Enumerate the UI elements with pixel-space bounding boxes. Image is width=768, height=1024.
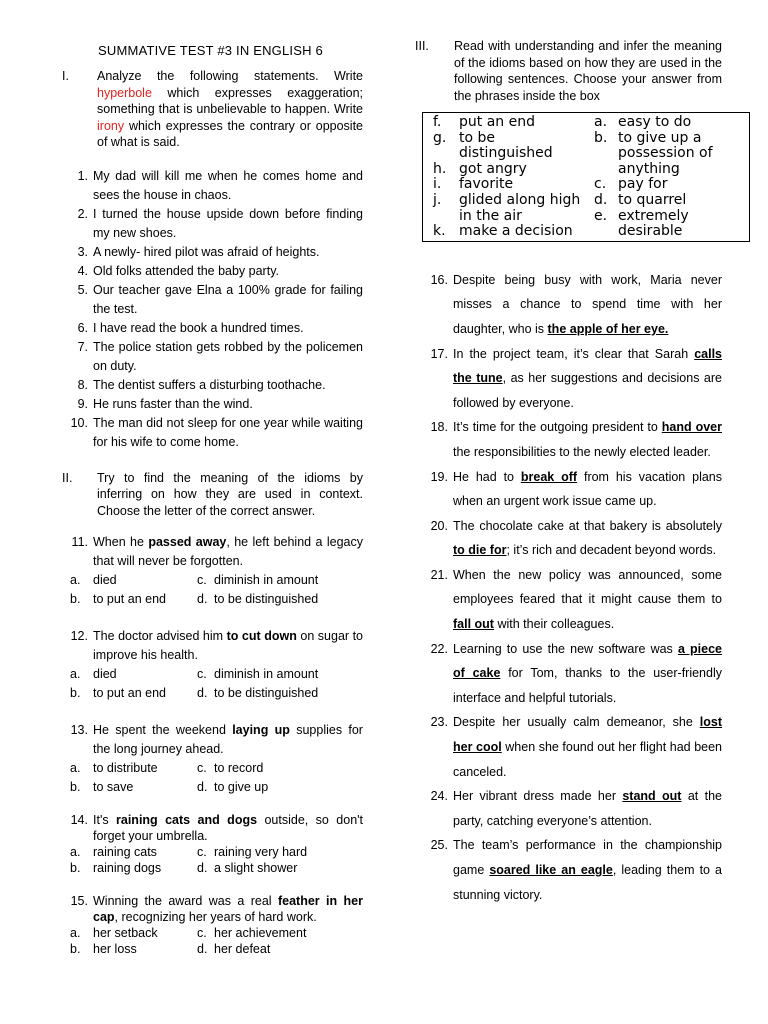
section-3-text: Read with understanding and infer the meaning of the idioms based on how they are used in the following sentences. Choose your answer from the phrases inside the box (454, 39, 722, 103)
list-item: 20. The chocolate cake at that bakery is absolutely to die for; it’s rich and decadent beyond words. (430, 518, 722, 558)
list-item: 5. Our teacher gave Elna a 100% grade for failing the test. (77, 282, 363, 316)
choice-a[interactable]: a. her setback (70, 926, 158, 940)
choice-b[interactable]: b. her loss (70, 942, 137, 956)
page-title: SUMMATIVE TEST #3 IN ENGLISH 6 (98, 43, 323, 58)
idiom: soared like an eagle (489, 863, 613, 877)
idiom: to die for (453, 543, 507, 558)
section-3-instructions (414, 38, 722, 104)
choice-a[interactable]: a. died (70, 573, 117, 587)
list-item: 6. I have read the book a hundred times. (77, 320, 304, 335)
answer-choices (58, 759, 363, 797)
choice-d[interactable]: d. to give up (197, 780, 269, 794)
irony-keyword: irony (97, 118, 125, 133)
question-14: 14. It's raining cats and dogs outside, so don't forget your umbrella. a. raining cats c. raining very hard b. raining dogs d. a slight shower (58, 812, 363, 876)
left-column (58, 38, 363, 957)
list-item: 9. He runs faster than the wind. (77, 396, 253, 411)
choice-b[interactable]: b. to put an end (70, 686, 166, 700)
section-1-items (58, 167, 363, 452)
section-2-instructions (58, 470, 363, 520)
section-3-numeral: III. (415, 39, 429, 53)
idiom: a piece of cake (453, 641, 723, 681)
choice-b[interactable]: b. to put an end (70, 592, 166, 606)
box-option: f. put an end (433, 114, 535, 130)
idiom: the apple of her eye. (547, 321, 669, 336)
choice-a[interactable]: a. to distribute (70, 761, 158, 775)
answer-choices (58, 571, 363, 609)
question-13: 13. He spent the weekend laying up supplies for the long journey ahead. a. to distribute c. to record b. to save d. to give up (58, 721, 363, 797)
question-11: 11. When he passed away, he left behind a legacy that will never be forgotten. a. died c. diminish in amount b. to put an end d. to be distinguished (58, 533, 363, 609)
list-item: 1. My dad will kill me when he comes home and sees the house in chaos. (77, 168, 363, 202)
list-item: 2. I turned the house upside down before finding my new shoes. (77, 206, 363, 240)
section-3-items (414, 268, 722, 907)
list-item: 16. Despite being busy with work, Maria never misses a chance to spend time with her daughter, who is the apple of her eye. (430, 272, 722, 336)
list-item: 23. Despite her usually calm demeanor, she lost her cool when she found out her flight had been canceled. (430, 715, 722, 779)
choice-c[interactable]: c. diminish in amount (197, 573, 319, 587)
idiom: raining cats and dogs (116, 813, 258, 827)
box-option: d. to quarrel (594, 191, 687, 208)
list-item: 22. Learning to use the new software was a piece of cake for Tom, thanks to the user-friendly interface and helpful tutorials. (430, 641, 723, 705)
choice-b[interactable]: b. raining dogs (70, 861, 162, 875)
box-option: c. pay for (594, 176, 668, 193)
list-item: 3. A newly- hired pilot was afraid of heights. (77, 244, 320, 259)
choice-a[interactable]: a. raining cats (70, 845, 157, 859)
hyperbole-keyword: hyperbole (97, 85, 152, 100)
idiom: hand over (661, 420, 722, 435)
choice-b[interactable]: b. to save (70, 780, 134, 794)
choice-c[interactable]: c. diminish in amount (197, 667, 319, 681)
box-option: j. glided along high in the air (433, 191, 581, 224)
list-item: 17. In the project team, it’s clear that Sarah calls the tune, as her suggestions and decisions are followed by everyone. (430, 346, 723, 410)
answer-box (422, 112, 750, 242)
list-item: 8. The dentist suffers a disturbing toothache. (77, 377, 326, 392)
choice-a[interactable]: a. died (70, 667, 117, 681)
list-item: 4. Old folks attended the baby party. (77, 263, 279, 278)
idiom: stand out (622, 789, 682, 804)
answer-box-right (582, 115, 742, 240)
choice-c[interactable]: c. raining very hard (197, 845, 308, 859)
box-option: e. extremely desirable (594, 207, 689, 240)
box-option: b. to give up a possession of anything (594, 129, 713, 177)
idiom: calls the tune (453, 346, 722, 386)
list-item: 25. The team’s performance in the championship game soared like an eagle, leading them to a stunning victory. (430, 838, 722, 902)
idiom: break off (520, 469, 578, 484)
answer-choices (58, 665, 363, 703)
choice-d[interactable]: d. her defeat (197, 942, 271, 956)
section-2-text: Try to find the meaning of the idioms by inferring on how they are used in context. Choose the letter of the correct answer. (97, 470, 363, 518)
section-1-instructions (58, 68, 363, 151)
idiom: to cut down (226, 629, 297, 643)
right-column (414, 38, 722, 907)
section-1-numeral: I. (62, 69, 69, 83)
box-option: g. to be distinguished (433, 129, 553, 162)
idiom: laying up (232, 723, 290, 737)
box-option: i. favorite (433, 176, 514, 193)
list-item: 10. The man did not sleep for one year while waiting for his wife to come home. (70, 415, 363, 449)
choice-d[interactable]: d. to be distinguished (197, 592, 319, 606)
list-item: 24. Her vibrant dress made her stand out at the party, catching everyone’s attention. (430, 789, 722, 828)
choice-c[interactable]: c. her achievement (197, 926, 307, 940)
list-item: 21. When the new policy was announced, some employees feared that it might cause them to fall out with their colleagues. (430, 567, 722, 632)
question-12: 12. The doctor advised him to cut down on sugar to improve his health. a. died c. diminish in amount b. to put an end d. to be distinguished (58, 627, 363, 703)
answer-choices (58, 844, 363, 876)
box-option: h. got angry (433, 160, 527, 177)
choice-d[interactable]: d. a slight shower (197, 861, 298, 875)
idiom: fall out (453, 617, 494, 632)
choice-d[interactable]: d. to be distinguished (197, 686, 319, 700)
list-item: 19. He had to break off from his vacation plans when an urgent work issue came up. (430, 469, 723, 509)
box-option: k. make a decision (433, 223, 573, 240)
choice-c[interactable]: c. to record (197, 761, 264, 775)
idiom: feather in her cap (93, 894, 363, 924)
list-item: 7. The police station gets robbed by the policemen on duty. (77, 339, 363, 373)
idiom: lost her cool (453, 715, 722, 755)
list-item: 18. It’s time for the outgoing president to hand over the responsibilities to the newly elected leader. (430, 420, 722, 459)
answer-box-left (423, 115, 582, 240)
question-15: 15. Winning the award was a real feather in her cap, recognizing her years of hard work. a. her setback c. her achievement b. her loss d. her defeat (58, 893, 363, 957)
section-2-numeral: II. (62, 470, 73, 485)
section-1-text: Analyze the following statements. Write hyperbole which expresses exaggeration; something that is unbelievable to happen. Write irony which expresses the contrary or opposite of what is said. (97, 69, 363, 149)
answer-choices (58, 925, 363, 957)
box-option: a. easy to do (594, 114, 692, 130)
idiom: passed away (148, 535, 227, 549)
